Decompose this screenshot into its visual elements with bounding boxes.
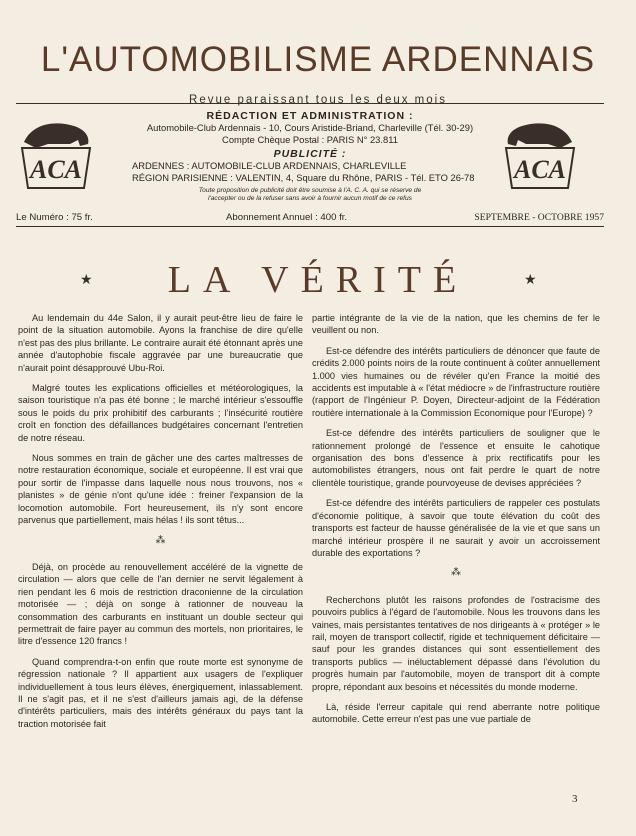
publicity-heading: PUBLICITÉ : [273, 148, 347, 160]
paragraph: Au lendemain du 44e Salon, il y aurait peut-être lieu de faire le point de la situation automobile. Ayons la franchise de dire qu'elle n'est pas des plus brillante. Le contraire aurait été étonnant après une année d'autophobie fiscale aggravée par une bureaucratie que n'aurait point désapprouvé Ubu-Roi. [18, 313, 303, 373]
publicity-ardennes: ARDENNES : AUTOMOBILE-CLUB ARDENNAIS, CHARLEVILLE [132, 160, 407, 171]
emblem-right-letters: ACA [513, 155, 567, 184]
paragraph: Est-ce défendre des intérêts particuliers de dénoncer que faute de crédits 2.000 points noirs de la route continuent à coûter annuellement 1.000 vies humaines ou de révéler qu'en France la moitié des accidents est imputable à « l'état médiocre » de l'infrastructure routière (rapport de l'Ingénieur P. Doyen, Directeur-adjoint de la Fédération routière internationale à la Commission Economique pour l'Europe) ? [312, 345, 600, 418]
header-bottom-rule [16, 226, 604, 227]
header-rule [16, 103, 604, 104]
fine-print-1: Toute proposition de publicité doit être soumise à l'A. C. A. qui se réserve de [198, 187, 422, 194]
paragraph: Malgré toutes les explications officielles et météorologiques, la saison touristique n'a pas été bonne ; le marché intérieur s'essouffle sous le poids du prix prohibitif des carburants ; l'insécurité routière croît en fonction des défaillances budgétaires concernant l'entretien de notre réseau. [18, 383, 303, 443]
paragraph: Recherchons plutôt les raisons profondes de l'ostracisme des pouvoirs publics à l'égard de l'automobile. Nous les trouvons dans les vaines, mais persistantes tentatives de nos dirigeants à « protéger » le rail, moyen de transport collectif, rigide et techniquement déficitaire — sauf pour les grandes distances qui sont essentiellement des transports publics — inéluctablement dépassé dans l'évolution du progrès humain par l'automobile, moyen de transport dit à compte propre, répondant aux besoins et nécessités du monde moderne. [312, 594, 600, 692]
star-left-icon: ★ [80, 273, 93, 288]
article-title: LA VÉRITÉ [167, 259, 469, 301]
admin-address: Automobile-Club Ardennais - 10, Cours Aristide-Briand, Charleville (Tél. 30-29) [146, 122, 474, 133]
paragraph: Quand comprendra-t-on enfin que route morte est synonyme de régression nationale ? Il appartient aux usagers de l'expliquer individuellement à tous leurs élèves, énergiquement, inlassablement. Il ne s'agit pas, et il ne s'est d'ailleurs jamais agi, de la défense d'intérêts particuliers, mais des intérêts généraux du pays tant la traction motorisée fait [18, 656, 303, 729]
paragraph: Est-ce défendre des intérêts particuliers de souligner que le rationnement prolongé de l'essence et ensuite le cahotique organisation des bons d'essence à prix rectificatifs pour les automobilistes étrangers, nous ont fait perdre le quart de notre clientèle touristique, grande pourvoyeuse de devises appréciées ? [312, 428, 600, 488]
publicity-paris: RÉGION PARISIENNE : VALENTIN, 4, Square du Rhône, PARIS - Tél. ETO 26-78 [132, 172, 475, 183]
admin-cheque: Compte Chèque Postal : PARIS N° 23.811 [222, 134, 398, 145]
tagline: Revue paraissant tous les deux mois [189, 94, 447, 106]
masthead-title: L'AUTOMOBILISME ARDENNAIS [40, 40, 596, 79]
paragraph: Là, réside l'erreur capitale qui rend aberrante notre politique automobile. Cette erreur n'est pas une vue partiale de [312, 701, 600, 725]
admin-block [122, 110, 498, 203]
admin-heading: RÉDACTION ET ADMINISTRATION : [206, 110, 414, 122]
star-right-icon: ★ [524, 273, 537, 288]
issue-price: Le Numéro : 75 fr. [16, 212, 93, 223]
issue-date: SEPTEMBRE - OCTOBRE 1957 [474, 212, 604, 223]
fine-print-2: l'accepter ou de la refuser sans avoir à fournir aucun motif de ce refus [208, 195, 412, 202]
paragraph: Est-ce défendre des intérêts particuliers de rappeler ces postulats d'économie politique, à savoir que toute élévation du coût des transports est facteur de hausse généralisée de la vie et que sans un marché intérieur prospère il ne saurait y avoir un accroissement durable des exportations ? [312, 498, 600, 558]
subscription-price: Abonnement Annuel : 400 fr. [226, 212, 348, 223]
page-number: 3 [572, 793, 578, 805]
boar-emblem-right-icon [502, 114, 578, 190]
section-separator-icon: ⁂ [451, 567, 461, 579]
paragraph: Nous sommes en train de gâcher une des cartes maîtresses de notre restauration économique, sociale et européenne. Il est vrai que pour sortir de l'impasse dans laquelle nous nous trouvons, nos « planistes » de génie n'ont qu'une idée : freiner l'expansion de la locomotion automobile. Fort heureusement, ils n'y sont encore parvenus que partiellement, mais hélas ! ils sont têtus... [18, 453, 303, 526]
emblem-left-letters: ACA [29, 155, 83, 184]
paragraph: partie intégrante de la vie de la nation, que les chemins de fer le veuillent ou non. [312, 313, 600, 336]
column-left [18, 312, 303, 738]
section-separator-icon: ⁂ [155, 534, 166, 546]
boar-emblem-left-icon [18, 114, 94, 190]
paragraph: Déjà, on procède au renouvellement accéléré de la vignette de circulation — alors que celle de l'an dernier ne servit légalement à rien pendant les 6 mois de restriction draconienne de la circulation motorisée — ; déjà on songe à rationner de nouveau la consommation des carburants en instituant un double secteur qui permettrait de faire payer au commun des mortels, non prioritaires, le litre d'essence 120 francs ! [18, 561, 303, 647]
column-right [312, 312, 600, 734]
